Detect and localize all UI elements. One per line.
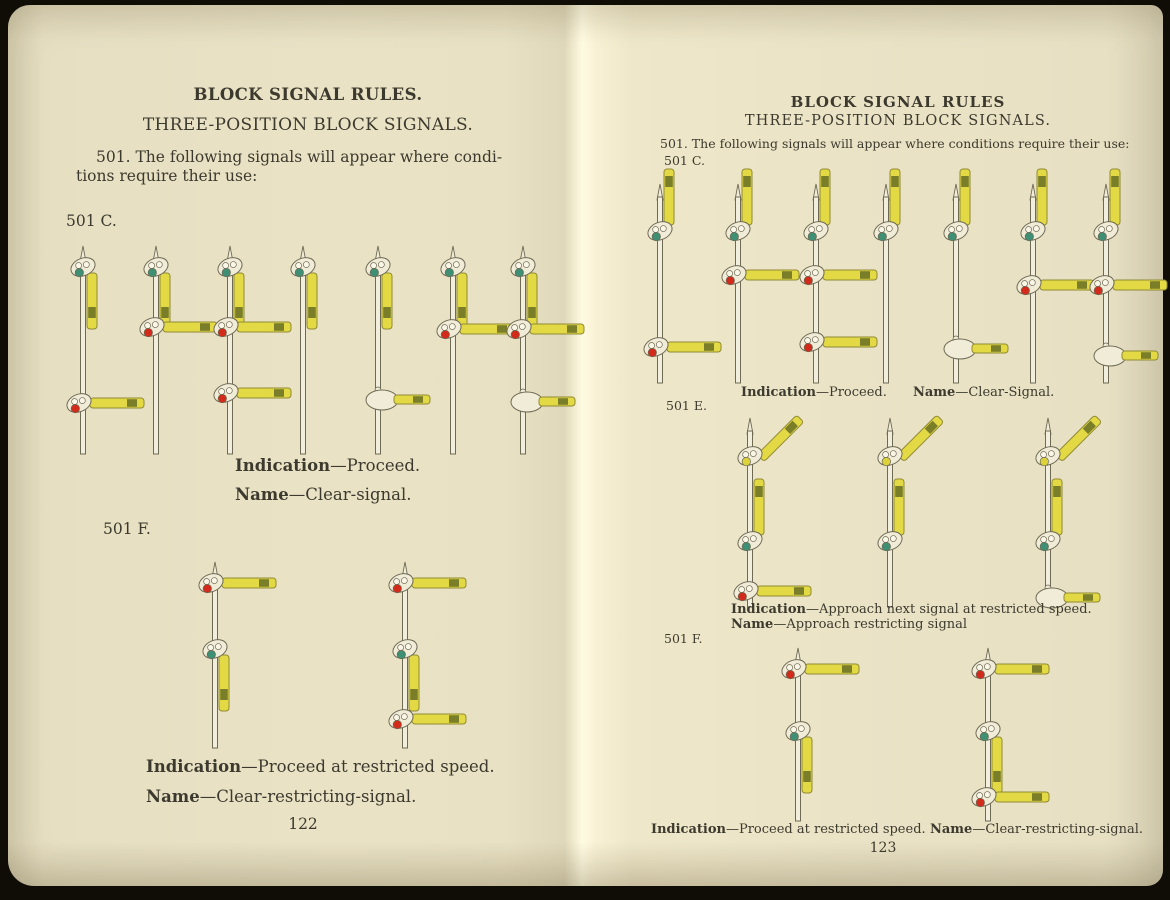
semaphore-signal [1087,169,1167,383]
right-501f-indication [651,822,926,837]
right-section-501e-label: 501 E. [666,398,707,413]
right-section-501c-label: 501 C. [664,153,705,168]
semaphore-signal [386,562,466,748]
indication-label: Indication [146,757,242,776]
semaphore-signal [875,415,944,607]
semaphore-blade [527,273,537,329]
spectacle-casting [386,570,416,595]
semaphore-signal [731,415,811,607]
semaphore-signal [137,246,217,454]
semaphore-signal [504,246,584,454]
spectacle-casting [779,656,809,681]
spectacle-casting [731,578,761,603]
semaphore-signal [1033,415,1102,608]
right-501e-semaphore-figure [708,411,1128,615]
semaphore-blade [972,344,1008,353]
semaphore-blade [539,397,575,406]
spectacle-casting [1087,272,1117,297]
name-text: —Clear-restricting-signal. [972,822,1143,837]
semaphore-blade [1122,351,1158,360]
right-501c-indication [741,385,887,400]
name-label: Name [146,787,200,806]
marker-pot [1094,346,1126,366]
left-section-501f-label: 501 F. [103,520,151,538]
signal-mast [796,661,801,821]
indication-text: —Proceed at restricted speed. [241,757,495,776]
left-section-501c-label: 501 C. [66,212,117,230]
semaphore-blade [757,415,804,462]
semaphore-blade [394,395,430,404]
signal-mast [81,259,86,454]
semaphore-blade [897,415,944,462]
spectacle-casting [196,570,226,595]
spectacle-casting [797,329,827,354]
left-501c-semaphore-figure [36,243,571,462]
semaphore-diagram [36,243,571,458]
semaphore-signal [779,648,859,821]
left-page-number: 122 [288,815,318,833]
signal-mast [521,259,526,454]
signal-mast [376,259,381,454]
left-page-subtitle: THREE-POSITION BLOCK SIGNALS. [142,115,474,135]
left-501c-name [235,485,412,504]
semaphore-signal [196,562,276,748]
semaphore-diagram [153,557,473,752]
right-501c-name [913,385,1054,400]
left-501f-indication [146,757,495,776]
left-501c-indication [235,456,420,475]
marker-pot [511,392,543,412]
spectacle-casting [797,262,827,287]
right-501e-name [731,617,967,632]
left-501f-semaphore-figure [153,557,473,756]
signal-mast [228,259,233,454]
name-text: —Approach restricting signal [773,617,968,632]
right-page-subtitle: THREE-POSITION BLOCK SIGNALS. [744,113,1052,129]
indication-label: Indication [741,385,816,400]
spectacle-casting [875,443,905,468]
name-text: —Clear-restricting-signal. [199,787,417,806]
marker-pot [944,339,976,359]
right-501e-indication [731,602,1092,617]
indication-text: —Proceed. [815,385,887,400]
signal-mast [301,259,306,454]
semaphore-signal [64,246,144,454]
name-label: Name [731,617,774,632]
signal-mast [451,259,456,454]
semaphore-blade [87,273,97,329]
spectacle-casting [735,443,765,468]
spectacle-casting [1033,443,1063,468]
semaphore-blade [457,273,467,329]
right-intro: 501. The following signals will appear where conditions require their use: [660,136,1130,151]
semaphore-blade [1064,593,1100,602]
right-501c-semaphore-figure [628,167,1128,391]
semaphore-signal [969,648,1049,821]
semaphore-diagram [708,411,1128,611]
spectacle-casting [719,262,749,287]
signal-mast [213,575,218,748]
semaphore-blade [802,737,812,793]
semaphore-blade [409,655,419,711]
semaphore-signal [719,169,799,383]
semaphore-diagram [758,645,1078,825]
spectacle-casting [1014,272,1044,297]
spectacle-casting [64,390,94,415]
indication-text: —Proceed. [330,456,421,475]
spectacle-casting [211,380,241,405]
indication-label: Indication [731,602,806,617]
indication-text: —Proceed at restricted speed. [725,822,926,837]
right-501f-name [930,822,1143,837]
left-page-title: BLOCK SIGNAL RULES. [193,85,423,104]
semaphore-signal [797,169,877,383]
left-intro-line1: 501. The following signals will appear where condi- [96,148,503,166]
right-section-501f-label: 501 F. [664,631,703,646]
book-spread [8,5,1163,886]
spectacle-casting [969,656,999,681]
semaphore-signal [288,246,318,454]
semaphore-blade [1055,415,1102,462]
right-page-title: BLOCK SIGNAL RULES [790,93,1006,111]
signal-mast [154,259,159,454]
semaphore-diagram [628,167,1128,387]
name-text: —Clear-Signal. [955,385,1055,400]
name-label: Name [930,822,973,837]
semaphore-signal [211,246,291,454]
semaphore-signal [1014,169,1094,383]
name-label: Name [913,385,956,400]
semaphore-blade [219,655,229,711]
right-page-number: 123 [869,840,897,856]
indication-text: —Approach next signal at restricted speed. [805,602,1092,617]
semaphore-blade [307,273,317,329]
semaphore-signal [941,169,1008,383]
right-501f-semaphore-figure [758,645,1078,829]
left-501f-name [146,787,416,806]
semaphore-blade [382,273,392,329]
semaphore-signal [434,246,514,454]
name-label: Name [235,485,289,504]
semaphore-signal [641,169,721,383]
semaphore-signal [363,246,430,454]
semaphore-blade [992,737,1002,793]
spectacle-casting [641,334,671,359]
left-intro-line2: tions require their use: [76,167,258,185]
marker-pot [366,390,398,410]
name-text: —Clear-signal. [288,485,412,504]
indication-label: Indication [651,822,726,837]
indication-label: Indication [235,456,331,475]
